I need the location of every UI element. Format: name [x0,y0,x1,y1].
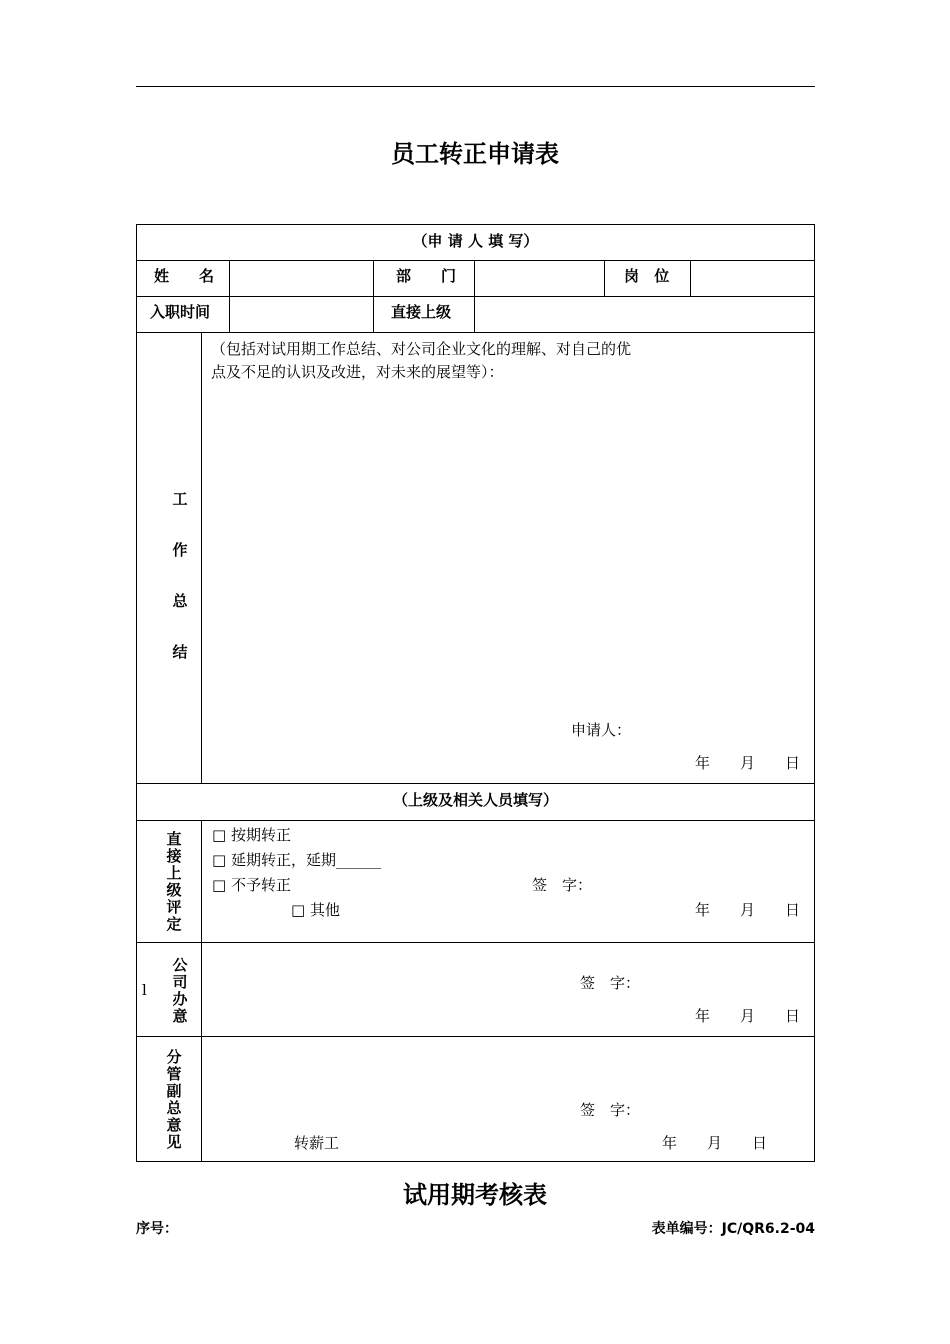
applicant-section-header: （申 请 人 填 写） [412,232,539,250]
option-on-schedule[interactable]: □ 按期转正 [212,826,291,844]
name-label: 姓 名 [154,267,215,285]
row-divider [136,296,815,297]
hire-date-field[interactable] [231,298,372,331]
stray-mark: l [142,981,147,999]
col-divider [373,260,374,332]
row-divider [136,942,815,943]
row-divider [136,820,815,821]
option-delayed[interactable]: □ 延期转正，延期______ [212,851,381,869]
row-divider [136,260,815,261]
name-field[interactable] [231,262,372,295]
row-divider [136,783,815,784]
form-title: 员工转正申请表 [391,140,559,168]
option-rejected[interactable]: □ 不予转正 [212,876,291,894]
work-summary-label: 工作总结 [172,490,188,661]
approval-section-header: （上级及相关人员填写） [392,791,558,809]
department-field[interactable] [476,262,603,295]
vp-note: 转薪工 [294,1134,340,1152]
office-review-date: 年 月 日 [695,1007,801,1025]
vp-opinion-field[interactable] [205,1040,575,1120]
supervisor-signature-label: 签 字： [532,876,593,894]
office-opinion-field[interactable] [205,946,575,1032]
vp-review-date: 年 月 日 [662,1134,768,1152]
department-label: 部 门 [396,267,457,285]
office-signature-label: 签 字： [580,974,641,992]
supervisor-review-date: 年 月 日 [695,901,801,919]
col-divider [229,260,230,332]
form-code: 表单编号：JC/QR6.2-04 [651,1221,815,1237]
vp-signature-label: 签 字： [580,1101,641,1119]
serial-number-label: 序号： [136,1221,178,1237]
supervisor-field[interactable] [476,298,813,331]
col-divider [690,260,691,296]
col-divider [201,820,202,1162]
col-divider [604,260,605,296]
summary-hint-line-2: 点及不足的认识及改进，对未来的展望等）： [211,363,504,381]
summary-hint-line-1: （包括对试用期工作总结、对公司企业文化的理解、对自己的优 [211,340,632,358]
work-summary-textarea[interactable] [205,390,811,710]
supervisor-label: 直接上级 [391,303,452,321]
vp-review-label: 分管副总意见 [166,1048,182,1151]
option-other[interactable]: □ 其他 [291,901,340,919]
position-field[interactable] [692,262,813,295]
col-divider [474,260,475,332]
row-divider [136,1036,815,1037]
assessment-form-title: 试用期考核表 [403,1181,547,1209]
hire-date-label: 入职时间 [150,303,211,321]
header-rule [136,86,815,87]
applicant-signature-label: 申请人： [571,721,632,739]
row-divider [136,332,815,333]
col-divider [201,332,202,783]
position-label: 岗 位 [624,267,670,285]
supervisor-review-label: 直接上级评定 [166,830,182,933]
office-review-label: 公司办意 [172,956,188,1025]
summary-date: 年 月 日 [695,754,801,772]
